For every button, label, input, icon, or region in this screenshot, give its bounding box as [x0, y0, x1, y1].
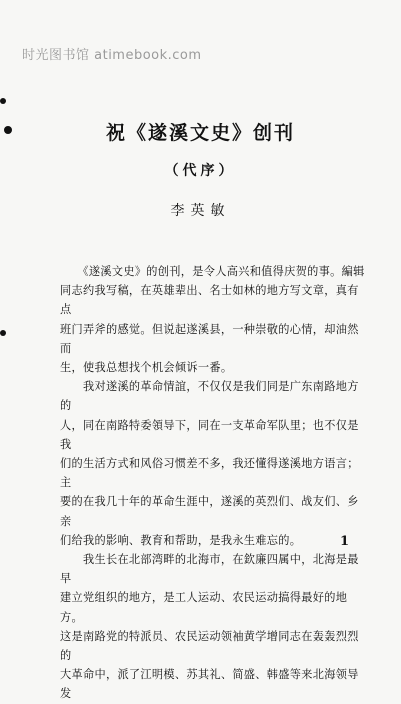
- text-line: 同志约我写稿，在英雄辈出、名士如林的地方写文章，真有点: [60, 284, 359, 317]
- text-line: 这是南路党的特派员、农民运动领袖黄学增同志在轰轰烈烈的: [60, 629, 359, 663]
- article-subtitle: （代序）: [164, 163, 237, 179]
- text-line: 班门弄斧的感觉。但说起遂溪县，一种崇敬的心情，却油然而: [60, 322, 359, 355]
- text-line: 建立党组织的地方，是工人运动、农民运动搞得最好的地方。: [60, 591, 348, 624]
- margin-dot-mark: [0, 98, 6, 104]
- text-line: 生，使我总想找个机会倾诉一番。: [60, 361, 233, 375]
- text-line: 《遂溪文史》的创刊，是令人高兴和值得庆贺的事。編辑: [60, 265, 365, 278]
- text-line: 们给我的影响、教育和帮助，是我永生难忘的。: [60, 533, 302, 547]
- article-title: 祝《遂溪文史》创刊: [105, 122, 295, 144]
- article-author: 李英敏: [170, 203, 231, 219]
- text-line: 我生长在北部湾畔的北海市，在欽廉四属中，北海是最早: [60, 553, 359, 586]
- text-line: 我对遂溪的革命情誼，不仅仅是我们同是广东南路地方的: [60, 380, 359, 413]
- text-line: 大革命中，派了江明模、苏其礼、简盛、韩盛等来北海领导发: [60, 668, 359, 701]
- text-line: 们的生活方式和风俗习惯差不多，我还懂得遂溪地方语言；主: [60, 457, 359, 490]
- text-line: 要的在我几十年的革命生涯中，遂溪的英烈们、战友们、乡亲: [60, 495, 359, 528]
- page-number: 1: [340, 534, 350, 549]
- watermark-text: 时光图书馆 atimebook.com: [22, 48, 202, 63]
- margin-dot-mark: [0, 330, 6, 336]
- text-line: 人，同在南路特委領导下，同在一支革命军队里；也不仅是我: [60, 418, 359, 451]
- article-body: [60, 262, 366, 704]
